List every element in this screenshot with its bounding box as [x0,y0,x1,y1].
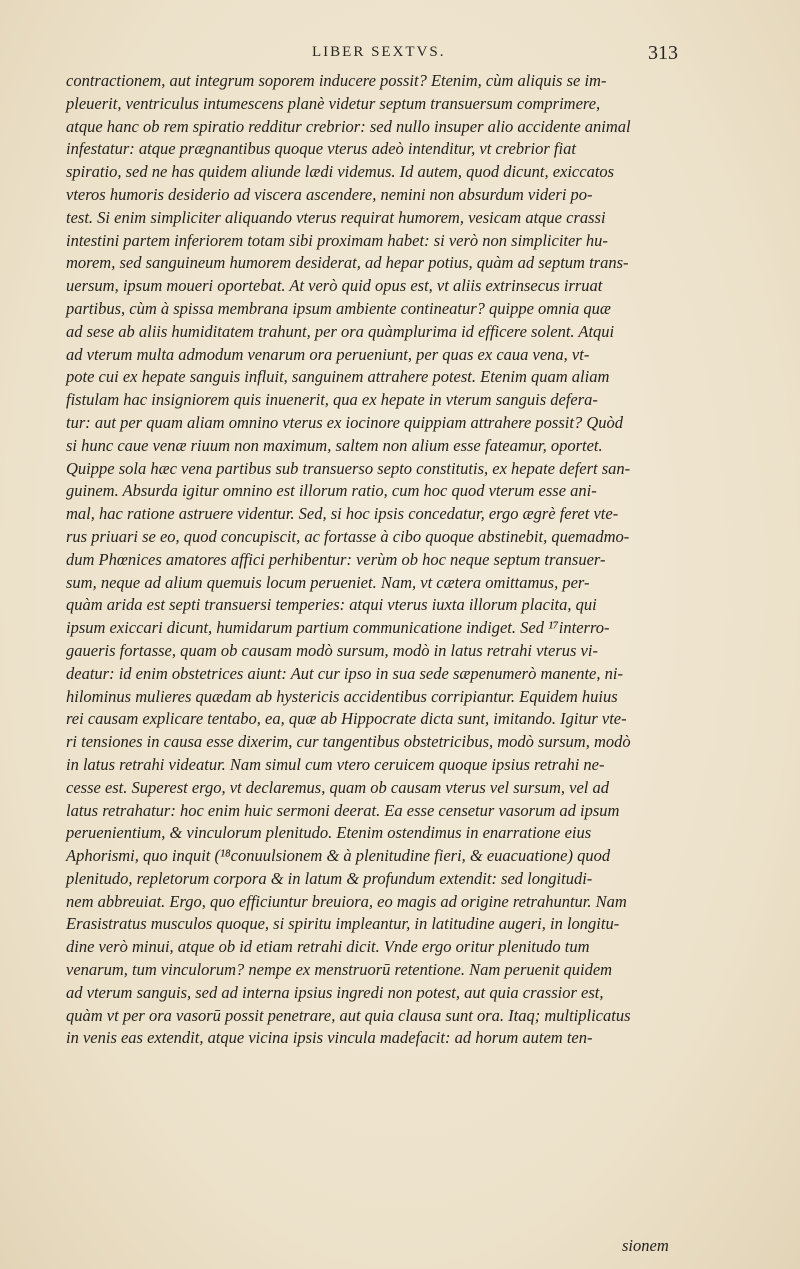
text-line: peruenientium, & vinculorum plenitudo. Etenim ostendimus in enarratione eius [66,823,592,843]
text-line: in venis eas extendit, atque vicina ipsis vincula madefacit: ad horum autem ten- [66,1028,593,1048]
text-line: cesse est. Superest ergo, vt declaremus, quam ob causam vterus vel sursum, vel ad [66,777,610,797]
page-number: 313 [648,42,678,64]
body-text [66,70,686,1050]
text-line: partibus, cùm à spissa membrana ipsum ambiente contineatur? quippe omnia quæ [66,298,611,318]
text-line: quàm vt per ora vasorū possit penetrare, aut quia clausa sunt ora. Itaq; multiplicatus [66,1005,631,1025]
page-header [0,38,800,66]
text-line: deatur: id enim obstetrices aiunt: Aut cur ipso in sua sede sæpenumerò manente, ni- [66,663,623,683]
text-line: ipsum exiccari dicunt, humidarum partium communicatione indiget. Sed ¹⁷interro- [66,618,610,638]
text-line: Erasistratus musculos quoque, si spiritu impleantur, in latitudine augeri, in longitu- [66,914,620,934]
text-line: intestini partem inferiorem totam sibi proximam habet: si verò non simpliciter hu- [66,230,608,250]
text-line: si hunc caue venæ riuum non maximum, saltem non alium esse fateamur, oportet. [66,435,603,455]
text-line: mal, hac ratione astruere videntur. Sed, si hoc ipsis concedatur, ergo ægrè feret vte- [66,504,619,524]
text-line: morem, sed sanguineum humorem desiderat, ad hepar potius, quàm ad septum trans- [66,253,629,273]
text-line: dum Phœnices amatores affici perhibentur: verùm ob hoc neque septum transuer- [66,549,606,569]
text-line: pote cui ex hepate sanguis influit, sanguinem attrahere potest. Etenim quam aliam [66,367,610,387]
text-line: nem abbreuiat. Ergo, quo efficiuntur breuiora, eo magis ad origine retrahuntur. Nam [66,891,627,911]
text-line: fistulam hac insigniorem quis inuenerit, qua ex hepate in vterum sanguis defera- [66,390,598,410]
text-line: ad sese ab aliis humiditatem trahunt, per ora quàmplurima id efficere solent. Atqui [66,321,615,341]
text-line: quàm arida est septi transuersi temperies: atqui vterus iuxta illorum placita, qui [66,595,597,615]
running-head: LIBER SEXTVS. [312,44,446,60]
text-line: pleuerit, ventriculus intumescens planè videtur septum transuersum comprimere, [66,93,601,113]
text-line: atque hanc ob rem spiratio redditur crebrior: sed nullo insuper alio accidente animal [66,116,631,136]
text-line: rei causam explicare tentabo, ea, quæ ab Hippocrate dicta sunt, imitando. Igitur vte- [66,709,627,729]
text-line: sum, neque ad alium quemuis locum perueniet. Nam, vt cætera omittamus, per- [66,572,590,592]
text-line: Aphorismi, quo inquit (¹⁸conuulsionem & à plenitudine fieri, & euacuatione) quod [66,846,611,866]
text-line: latus retrahatur: hoc enim huic sermoni deerat. Ea esse censetur vasorum ad ipsum [66,800,620,820]
text-line: hilominus mulieres quædam ab hystericis accidentibus corripiantur. Equidem huius [66,686,618,706]
text-line: ri tensiones in causa esse dixerim, cur tangentibus obstetricibus, modò sursum, modò [66,732,631,752]
text-line: ad vterum multa admodum venarum ora perueniunt, per quas ex caua vena, vt- [66,344,590,364]
text-line: Quippe sola hæc vena partibus sub transuerso septo constitutis, ex hepate defert san- [66,458,631,478]
text-line: contractionem, aut integrum soporem inducere possit? Etenim, cùm aliquis se im- [66,71,607,90]
text-line: venarum, tum vinculorum? nempe ex menstruorū retentione. Nam peruenit quidem [66,960,613,980]
text-line: dine verò minui, atque ob id etiam retrahi dicit. Vnde ergo oritur plenitudo tum [66,937,590,957]
text-line: plenitudo, repletorum corpora & in latum & profundum extendit: sed longitudi- [66,868,593,888]
catchword: sionem [622,1236,669,1255]
text-line: uersum, ipsum moueri oportebat. At verò quid opus est, vt aliis extrinsecus irruat [66,276,603,296]
text-line: guinem. Absurda igitur omnino est illorum ratio, cum hoc quod vterum esse ani- [66,481,597,501]
text-line: gaueris fortasse, quam ob causam modò sursum, modò in latus retrahi vterus vi- [66,640,598,660]
text-line: tur: aut per quam aliam omnino vterus ex iocinore quippiam attrahere possit? Quòd [66,412,623,432]
text-line: ad vterum sanguis, sed ad interna ipsius ingredi non potest, aut quia crassior est, [66,982,604,1002]
text-line: spiratio, sed ne has quidem aliunde lædi videmus. Id autem, quod dicunt, exiccatos [66,162,615,182]
text-line: test. Si enim simpliciter aliquando vterus requirat humorem, vesicam atque crassi [66,207,606,227]
text-line: rus priuari se eo, quod concupiscit, ac fortasse à cibo quoque abstinebit, quemadmo- [66,526,630,546]
text-line: infestatur: atque prægnantibus quoque vterus adeò intenditur, vt crebrior fiat [66,139,576,159]
text-line: in latus retrahi videatur. Nam simul cum vtero ceruicem quoque ipsius retrahi ne- [66,754,605,774]
text-line: vteros humoris desiderio ad viscera ascendere, nemini non absurdum videri po- [66,184,593,204]
